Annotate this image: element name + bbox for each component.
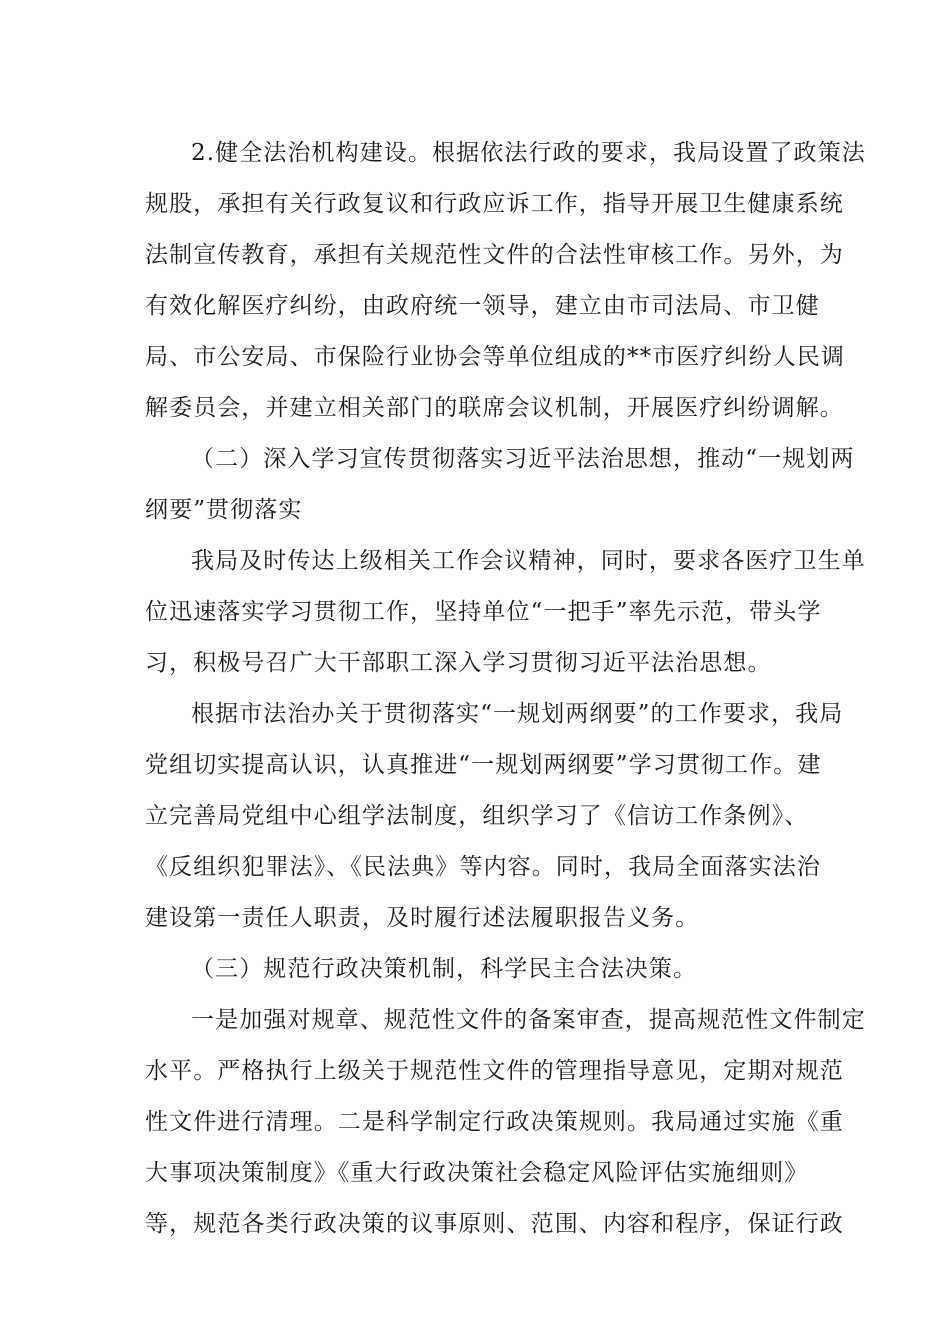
document-body — [145, 128, 866, 1250]
section-heading-three — [145, 944, 807, 995]
paragraph-study-spirit — [145, 536, 866, 689]
text-line: 位迅速落实学习贯彻工作，坚持单位“一把手”率先示范，带头学 — [145, 599, 822, 625]
text-line: 立完善局党组中心组学法制度，组织学习了《信访工作条例》、 — [145, 803, 809, 829]
text-line: 习，积极号召广大干部职工深入学习贯彻习近平法治思想。 — [145, 650, 772, 676]
text-line: 2.健全法治机构建设。根据依法行政的要求，我局设置了政策法 — [191, 140, 866, 166]
paragraph-decision-mechanism — [145, 995, 866, 1250]
text-line: 《反组织犯罪法》、《民法典》等内容。同时，我局全面落实法治 — [145, 854, 821, 880]
text-line: 一是加强对规章、规范性文件的备案审查，提高规范性文件制定 — [191, 1007, 866, 1033]
paragraph-plan-outlines — [145, 689, 844, 944]
text-line: 党组切实提高认识，认真推进“一规划两纲要”学习贯彻工作。建 — [145, 752, 822, 778]
text-line: 局、市公安局、市保险行业协会等单位组成的**市医疗纠纷人民调 — [145, 344, 845, 370]
text-line: 纲要”贯彻落实 — [145, 497, 303, 523]
section-heading-two — [145, 434, 855, 536]
text-line: 性文件进行清理。二是科学制定行政决策规则。我局通过实施《重 — [145, 1109, 844, 1135]
text-line: （三）规范行政决策机制，科学民主合法决策。 — [191, 956, 698, 982]
text-line: （二）深入学习宣传贯彻落实习近平法治思想，推动“一规划两 — [191, 446, 855, 472]
text-line: 根据市法治办关于贯彻落实“一规划两纲要”的工作要求，我局 — [191, 701, 844, 727]
text-line: 我局及时传达上级相关工作会议精神，同时，要求各医疗卫生单 — [191, 548, 866, 574]
text-line: 法制宣传教育，承担有关规范性文件的合法性审核工作。另外，为 — [145, 242, 844, 268]
paragraph-legal-institution — [145, 128, 866, 434]
text-line: 规股，承担有关行政复议和行政应诉工作，指导开展卫生健康系统 — [145, 191, 844, 217]
text-line: 有效化解医疗纠纷，由政府统一领导，建立由市司法局、市卫健 — [145, 293, 820, 319]
text-line: 解委员会，并建立相关部门的联席会议机制，开展医疗纠纷调解。 — [145, 395, 844, 421]
text-line: 水平。严格执行上级关于规范性文件的管理指导意见，定期对规范 — [145, 1058, 844, 1084]
text-line: 建设第一责任人职责，及时履行述法履职报告义务。 — [145, 905, 700, 931]
text-line: 大事项决策制度》《重大行政决策社会稳定风险评估实施细则》 — [145, 1160, 809, 1186]
text-line: 等，规范各类行政决策的议事原则、范围、内容和程序，保证行政 — [145, 1211, 844, 1237]
